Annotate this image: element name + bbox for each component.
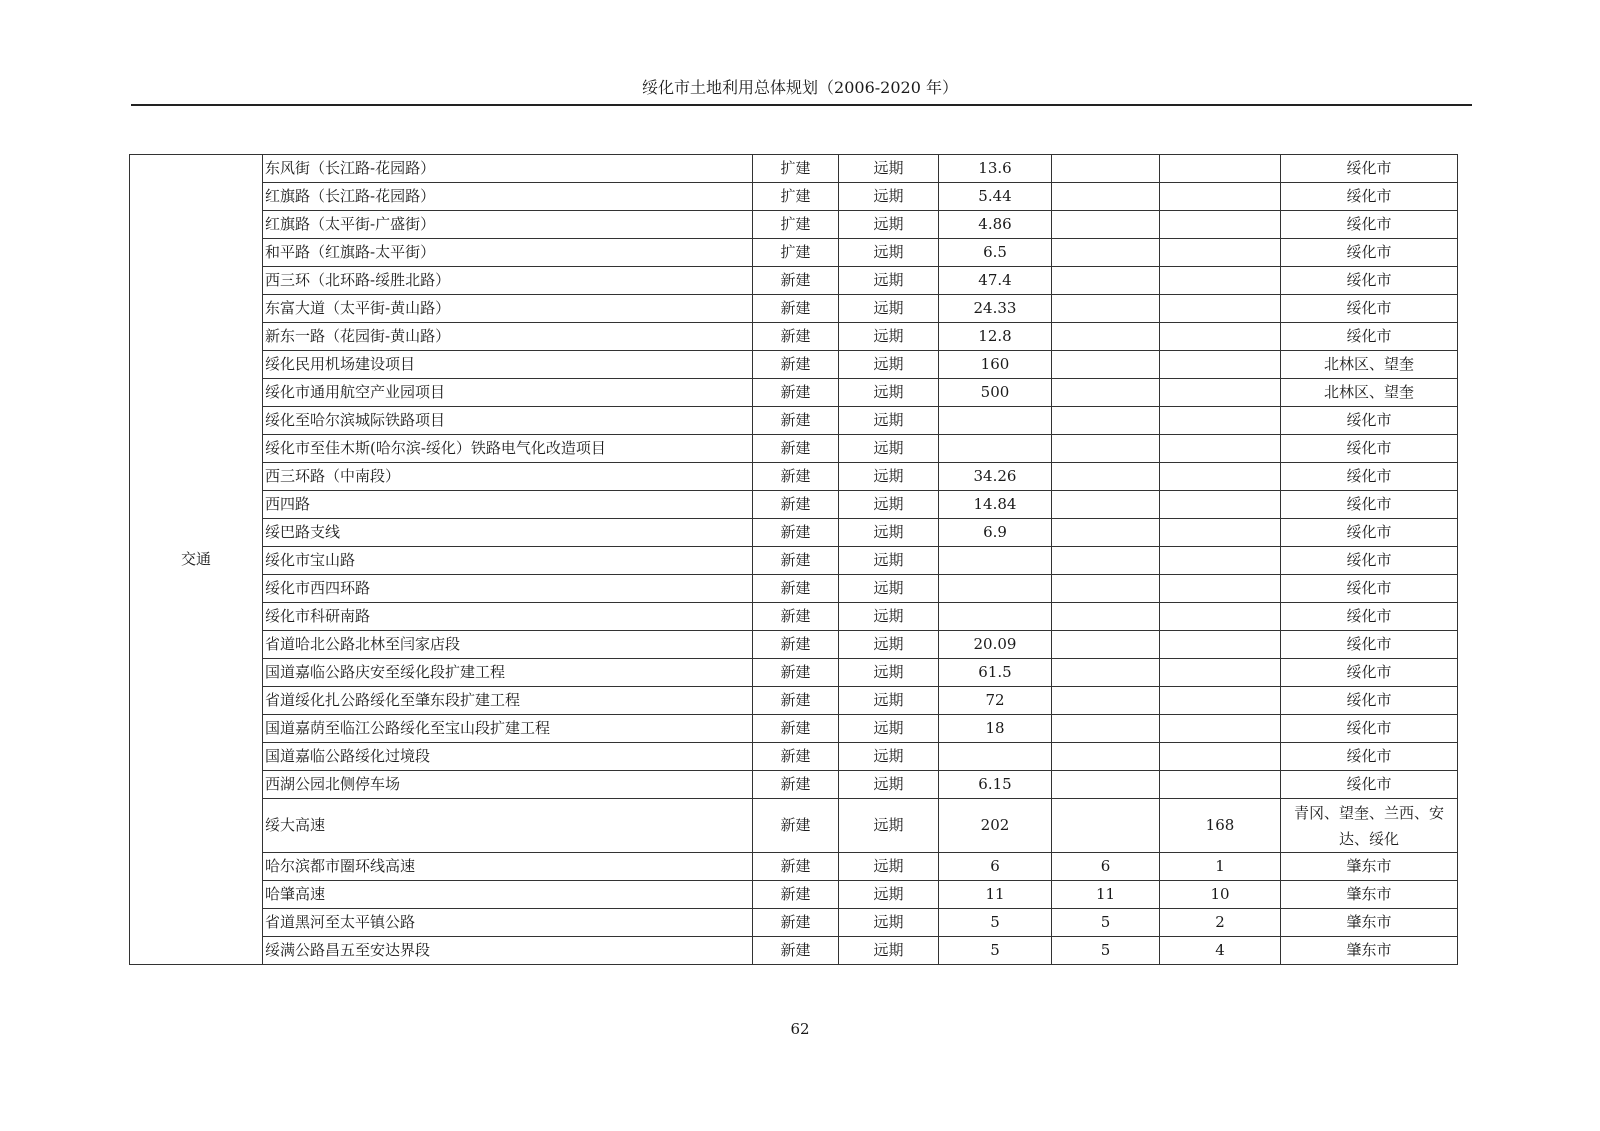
period-cell: 远期 xyxy=(839,771,939,799)
table-row xyxy=(130,183,1458,211)
location-cell: 绥化市 xyxy=(1281,211,1458,239)
table-row xyxy=(130,547,1458,575)
value-1-cell: 6.15 xyxy=(939,771,1052,799)
table-row xyxy=(130,491,1458,519)
value-2-cell: 5 xyxy=(1052,937,1160,965)
value-1-cell: 6 xyxy=(939,853,1052,881)
value-2-cell xyxy=(1052,267,1160,295)
period-cell: 远期 xyxy=(839,659,939,687)
value-2-cell xyxy=(1052,155,1160,183)
construction-type-cell: 新建 xyxy=(753,435,839,463)
location-cell: 绥化市 xyxy=(1281,183,1458,211)
project-name-cell: 哈肇高速 xyxy=(263,881,753,909)
project-name-cell: 绥化民用机场建设项目 xyxy=(263,351,753,379)
period-cell: 远期 xyxy=(839,687,939,715)
construction-type-cell: 新建 xyxy=(753,659,839,687)
value-3-cell xyxy=(1160,183,1281,211)
period-cell: 远期 xyxy=(839,909,939,937)
table-row xyxy=(130,295,1458,323)
construction-type-cell: 新建 xyxy=(753,715,839,743)
project-name-cell: 省道绥化扎公路绥化至肇东段扩建工程 xyxy=(263,687,753,715)
table-row xyxy=(130,463,1458,491)
value-2-cell: 6 xyxy=(1052,853,1160,881)
value-2-cell xyxy=(1052,631,1160,659)
location-cell: 绥化市 xyxy=(1281,687,1458,715)
value-3-cell xyxy=(1160,603,1281,631)
value-1-cell: 160 xyxy=(939,351,1052,379)
location-cell: 肇东市 xyxy=(1281,881,1458,909)
value-3-cell xyxy=(1160,715,1281,743)
construction-type-cell: 新建 xyxy=(753,547,839,575)
construction-type-cell: 扩建 xyxy=(753,211,839,239)
table-row xyxy=(130,351,1458,379)
project-name-cell: 东富大道（太平街-黄山路） xyxy=(263,295,753,323)
value-3-cell xyxy=(1160,575,1281,603)
value-2-cell xyxy=(1052,407,1160,435)
period-cell: 远期 xyxy=(839,435,939,463)
value-3-cell: 168 xyxy=(1160,799,1281,853)
value-1-cell: 14.84 xyxy=(939,491,1052,519)
value-1-cell: 4.86 xyxy=(939,211,1052,239)
value-3-cell: 2 xyxy=(1160,909,1281,937)
table-row xyxy=(130,771,1458,799)
value-1-cell: 18 xyxy=(939,715,1052,743)
construction-type-cell: 新建 xyxy=(753,491,839,519)
location-cell: 肇东市 xyxy=(1281,853,1458,881)
project-name-cell: 绥化市至佳木斯(哈尔滨-绥化）铁路电气化改造项目 xyxy=(263,435,753,463)
project-name-cell: 绥化至哈尔滨城际铁路项目 xyxy=(263,407,753,435)
period-cell: 远期 xyxy=(839,853,939,881)
value-1-cell xyxy=(939,575,1052,603)
page-header-title: 绥化市土地利用总体规划（2006-2020 年） xyxy=(642,78,958,97)
location-cell: 绥化市 xyxy=(1281,743,1458,771)
project-name-cell: 省道哈北公路北林至闫家店段 xyxy=(263,631,753,659)
table-row xyxy=(130,519,1458,547)
project-name-cell: 绥化市西四环路 xyxy=(263,575,753,603)
construction-type-cell: 新建 xyxy=(753,323,839,351)
construction-type-cell: 新建 xyxy=(753,603,839,631)
header-divider xyxy=(131,104,1472,106)
value-1-cell xyxy=(939,547,1052,575)
project-name-cell: 红旗路（太平街-广盛街） xyxy=(263,211,753,239)
value-3-cell xyxy=(1160,659,1281,687)
value-2-cell xyxy=(1052,547,1160,575)
period-cell: 远期 xyxy=(839,295,939,323)
construction-type-cell: 新建 xyxy=(753,743,839,771)
location-cell: 绥化市 xyxy=(1281,407,1458,435)
table-row xyxy=(130,155,1458,183)
location-cell: 肇东市 xyxy=(1281,909,1458,937)
table-row xyxy=(130,799,1458,853)
value-3-cell: 10 xyxy=(1160,881,1281,909)
value-1-cell: 72 xyxy=(939,687,1052,715)
value-2-cell: 5 xyxy=(1052,909,1160,937)
construction-type-cell: 新建 xyxy=(753,267,839,295)
location-cell: 绥化市 xyxy=(1281,771,1458,799)
location-cell: 北林区、望奎 xyxy=(1281,351,1458,379)
period-cell: 远期 xyxy=(839,603,939,631)
value-2-cell xyxy=(1052,659,1160,687)
period-cell: 远期 xyxy=(839,491,939,519)
value-2-cell xyxy=(1052,771,1160,799)
value-1-cell xyxy=(939,603,1052,631)
table-row xyxy=(130,687,1458,715)
location-cell: 绥化市 xyxy=(1281,519,1458,547)
value-3-cell xyxy=(1160,491,1281,519)
location-cell: 绥化市 xyxy=(1281,491,1458,519)
value-3-cell xyxy=(1160,267,1281,295)
table-row xyxy=(130,743,1458,771)
value-2-cell xyxy=(1052,239,1160,267)
value-1-cell: 5 xyxy=(939,937,1052,965)
value-3-cell xyxy=(1160,547,1281,575)
construction-type-cell: 新建 xyxy=(753,351,839,379)
construction-type-cell: 新建 xyxy=(753,379,839,407)
table-row xyxy=(130,715,1458,743)
construction-type-cell: 新建 xyxy=(753,295,839,323)
project-table xyxy=(129,154,1458,965)
project-table-container xyxy=(129,154,1458,965)
value-1-cell: 47.4 xyxy=(939,267,1052,295)
location-cell: 肇东市 xyxy=(1281,937,1458,965)
period-cell: 远期 xyxy=(839,211,939,239)
period-cell: 远期 xyxy=(839,799,939,853)
value-1-cell: 11 xyxy=(939,881,1052,909)
period-cell: 远期 xyxy=(839,351,939,379)
table-row xyxy=(130,575,1458,603)
category-cell: 交通 xyxy=(130,155,263,965)
location-cell: 北林区、望奎 xyxy=(1281,379,1458,407)
period-cell: 远期 xyxy=(839,631,939,659)
value-3-cell: 1 xyxy=(1160,853,1281,881)
value-2-cell xyxy=(1052,603,1160,631)
value-2-cell xyxy=(1052,575,1160,603)
value-2-cell xyxy=(1052,519,1160,547)
value-3-cell xyxy=(1160,239,1281,267)
period-cell: 远期 xyxy=(839,575,939,603)
value-1-cell: 6.9 xyxy=(939,519,1052,547)
table-row xyxy=(130,323,1458,351)
value-3-cell xyxy=(1160,631,1281,659)
period-cell: 远期 xyxy=(839,547,939,575)
period-cell: 远期 xyxy=(839,519,939,547)
value-1-cell xyxy=(939,435,1052,463)
table-row xyxy=(130,909,1458,937)
table-row xyxy=(130,853,1458,881)
project-name-cell: 西三环（北环路-绥胜北路） xyxy=(263,267,753,295)
table-row xyxy=(130,937,1458,965)
table-row xyxy=(130,631,1458,659)
table-row xyxy=(130,881,1458,909)
value-1-cell: 202 xyxy=(939,799,1052,853)
table-row xyxy=(130,603,1458,631)
value-3-cell xyxy=(1160,435,1281,463)
project-name-cell: 新东一路（花园街-黄山路） xyxy=(263,323,753,351)
value-1-cell: 5.44 xyxy=(939,183,1052,211)
project-name-cell: 国道嘉临公路绥化过境段 xyxy=(263,743,753,771)
value-2-cell xyxy=(1052,211,1160,239)
table-row xyxy=(130,211,1458,239)
project-name-cell: 绥化市通用航空产业园项目 xyxy=(263,379,753,407)
value-2-cell xyxy=(1052,491,1160,519)
value-3-cell xyxy=(1160,379,1281,407)
table-row xyxy=(130,435,1458,463)
value-3-cell xyxy=(1160,743,1281,771)
period-cell: 远期 xyxy=(839,155,939,183)
value-1-cell: 24.33 xyxy=(939,295,1052,323)
value-3-cell xyxy=(1160,295,1281,323)
value-3-cell xyxy=(1160,323,1281,351)
period-cell: 远期 xyxy=(839,937,939,965)
construction-type-cell: 新建 xyxy=(753,575,839,603)
period-cell: 远期 xyxy=(839,267,939,295)
value-2-cell xyxy=(1052,463,1160,491)
table-row xyxy=(130,267,1458,295)
project-name-cell: 绥巴路支线 xyxy=(263,519,753,547)
period-cell: 远期 xyxy=(839,323,939,351)
location-cell: 绥化市 xyxy=(1281,239,1458,267)
project-name-cell: 和平路（红旗路-太平街） xyxy=(263,239,753,267)
value-2-cell xyxy=(1052,379,1160,407)
project-name-cell: 哈尔滨都市圈环线高速 xyxy=(263,853,753,881)
value-2-cell xyxy=(1052,435,1160,463)
value-3-cell: 4 xyxy=(1160,937,1281,965)
value-1-cell xyxy=(939,743,1052,771)
location-cell: 绥化市 xyxy=(1281,603,1458,631)
location-cell: 绥化市 xyxy=(1281,323,1458,351)
value-1-cell: 500 xyxy=(939,379,1052,407)
value-1-cell xyxy=(939,407,1052,435)
project-name-cell: 省道黑河至太平镇公路 xyxy=(263,909,753,937)
value-1-cell: 34.26 xyxy=(939,463,1052,491)
value-1-cell: 61.5 xyxy=(939,659,1052,687)
project-name-cell: 东风街（长江路-花园路） xyxy=(263,155,753,183)
value-2-cell xyxy=(1052,183,1160,211)
value-3-cell xyxy=(1160,155,1281,183)
location-cell: 绥化市 xyxy=(1281,575,1458,603)
value-2-cell xyxy=(1052,351,1160,379)
table-row xyxy=(130,239,1458,267)
construction-type-cell: 新建 xyxy=(753,881,839,909)
construction-type-cell: 新建 xyxy=(753,631,839,659)
location-cell: 绥化市 xyxy=(1281,631,1458,659)
location-cell: 绥化市 xyxy=(1281,435,1458,463)
period-cell: 远期 xyxy=(839,463,939,491)
project-name-cell: 国道嘉荫至临江公路绥化至宝山段扩建工程 xyxy=(263,715,753,743)
table-row xyxy=(130,407,1458,435)
construction-type-cell: 扩建 xyxy=(753,155,839,183)
value-2-cell: 11 xyxy=(1052,881,1160,909)
value-3-cell xyxy=(1160,351,1281,379)
value-2-cell xyxy=(1052,743,1160,771)
value-3-cell xyxy=(1160,463,1281,491)
period-cell: 远期 xyxy=(839,379,939,407)
construction-type-cell: 新建 xyxy=(753,799,839,853)
period-cell: 远期 xyxy=(839,743,939,771)
project-name-cell: 西湖公园北侧停车场 xyxy=(263,771,753,799)
construction-type-cell: 新建 xyxy=(753,463,839,491)
value-1-cell: 6.5 xyxy=(939,239,1052,267)
value-1-cell: 12.8 xyxy=(939,323,1052,351)
construction-type-cell: 新建 xyxy=(753,687,839,715)
location-cell: 绥化市 xyxy=(1281,295,1458,323)
construction-type-cell: 扩建 xyxy=(753,183,839,211)
value-2-cell xyxy=(1052,323,1160,351)
construction-type-cell: 新建 xyxy=(753,909,839,937)
construction-type-cell: 扩建 xyxy=(753,239,839,267)
period-cell: 远期 xyxy=(839,407,939,435)
location-cell: 青冈、望奎、兰西、安达、绥化 xyxy=(1281,799,1458,853)
value-3-cell xyxy=(1160,687,1281,715)
value-2-cell xyxy=(1052,799,1160,853)
value-2-cell xyxy=(1052,687,1160,715)
value-1-cell: 13.6 xyxy=(939,155,1052,183)
value-1-cell: 20.09 xyxy=(939,631,1052,659)
location-cell: 绥化市 xyxy=(1281,715,1458,743)
project-name-cell: 西四路 xyxy=(263,491,753,519)
location-cell: 绥化市 xyxy=(1281,463,1458,491)
period-cell: 远期 xyxy=(839,715,939,743)
project-name-cell: 绥满公路昌五至安达界段 xyxy=(263,937,753,965)
construction-type-cell: 新建 xyxy=(753,519,839,547)
construction-type-cell: 新建 xyxy=(753,853,839,881)
project-name-cell: 绥化市宝山路 xyxy=(263,547,753,575)
table-body xyxy=(130,155,1458,965)
page-number: 62 xyxy=(790,1020,810,1038)
value-1-cell: 5 xyxy=(939,909,1052,937)
project-name-cell: 绥大高速 xyxy=(263,799,753,853)
value-3-cell xyxy=(1160,771,1281,799)
table-row xyxy=(130,379,1458,407)
location-cell: 绥化市 xyxy=(1281,659,1458,687)
value-2-cell xyxy=(1052,295,1160,323)
construction-type-cell: 新建 xyxy=(753,407,839,435)
value-2-cell xyxy=(1052,715,1160,743)
value-3-cell xyxy=(1160,211,1281,239)
location-cell: 绥化市 xyxy=(1281,155,1458,183)
period-cell: 远期 xyxy=(839,239,939,267)
location-cell: 绥化市 xyxy=(1281,547,1458,575)
table-row xyxy=(130,659,1458,687)
value-3-cell xyxy=(1160,407,1281,435)
period-cell: 远期 xyxy=(839,183,939,211)
project-name-cell: 国道嘉临公路庆安至绥化段扩建工程 xyxy=(263,659,753,687)
construction-type-cell: 新建 xyxy=(753,771,839,799)
location-cell: 绥化市 xyxy=(1281,267,1458,295)
construction-type-cell: 新建 xyxy=(753,937,839,965)
value-3-cell xyxy=(1160,519,1281,547)
project-name-cell: 绥化市科研南路 xyxy=(263,603,753,631)
project-name-cell: 西三环路（中南段） xyxy=(263,463,753,491)
project-name-cell: 红旗路（长江路-花园路） xyxy=(263,183,753,211)
period-cell: 远期 xyxy=(839,881,939,909)
